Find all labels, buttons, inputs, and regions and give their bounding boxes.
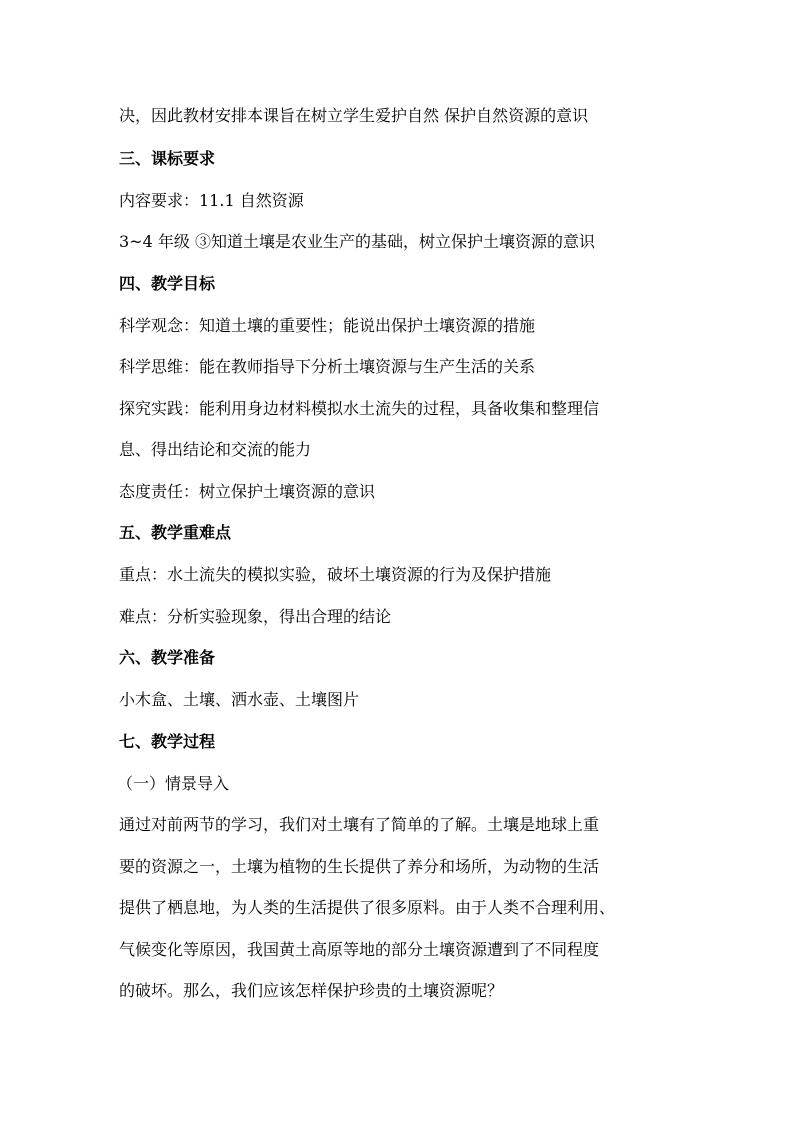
body-text-line: 提供了栖息地，为人类的生活提供了很多原料。由于人类不合理利用、 xyxy=(119,898,616,917)
body-text-line: 3~4 年级 ③知道土壤是农业生产的基础，树立保护土壤资源的意识 xyxy=(119,232,595,251)
body-text-line: 探究实践：能利用身边材料模拟水土流失的过程，具备收集和整理信 xyxy=(119,399,600,418)
body-text-line: 决，因此教材安排本课旨在树立学生爱护自然 保护自然资源的意识 xyxy=(119,106,589,125)
body-text-line: 态度责任：树立保护土壤资源的意识 xyxy=(119,482,376,501)
section-heading-curriculum: 三、课标要求 xyxy=(119,149,216,168)
body-text-line: 内容要求：11.1 自然资源 xyxy=(119,191,304,210)
body-text-line: 科学观念：知道土壤的重要性；能说出保护土壤资源的措施 xyxy=(119,316,536,335)
body-text-line: 重点：水土流失的模拟实验，破坏土壤资源的行为及保护措施 xyxy=(119,565,552,584)
body-text-line: 要的资源之一，土壤为植物的生长提供了养分和场所，为动物的生活 xyxy=(119,857,600,876)
section-heading-objectives: 四、教学目标 xyxy=(119,274,216,293)
body-text-line: 科学思维：能在教师指导下分析土壤资源与生产生活的关系 xyxy=(119,357,536,376)
body-text-line: 的破坏。那么，我们应该怎样保护珍贵的土壤资源呢？ xyxy=(119,981,504,1000)
section-heading-process: 七、教学过程 xyxy=(119,732,216,751)
section-heading-key-points: 五、教学重难点 xyxy=(119,523,232,542)
body-text-line: 气候变化等原因，我国黄土高原等地的部分土壤资源遭到了不同程度 xyxy=(119,940,600,959)
body-text-line: 小木盒、土壤、洒水壶、土壤图片 xyxy=(119,690,360,709)
section-heading-preparation: 六、教学准备 xyxy=(119,648,216,667)
body-text-line: 通过对前两节的学习，我们对土壤有了简单的了解。土壤是地球上重 xyxy=(119,815,600,834)
subsection-heading: （一）情景导入 xyxy=(117,774,230,793)
body-text-line: 息、得出结论和交流的能力 xyxy=(119,440,312,459)
body-text-line: 难点：分析实验现象，得出合理的结论 xyxy=(119,607,392,626)
